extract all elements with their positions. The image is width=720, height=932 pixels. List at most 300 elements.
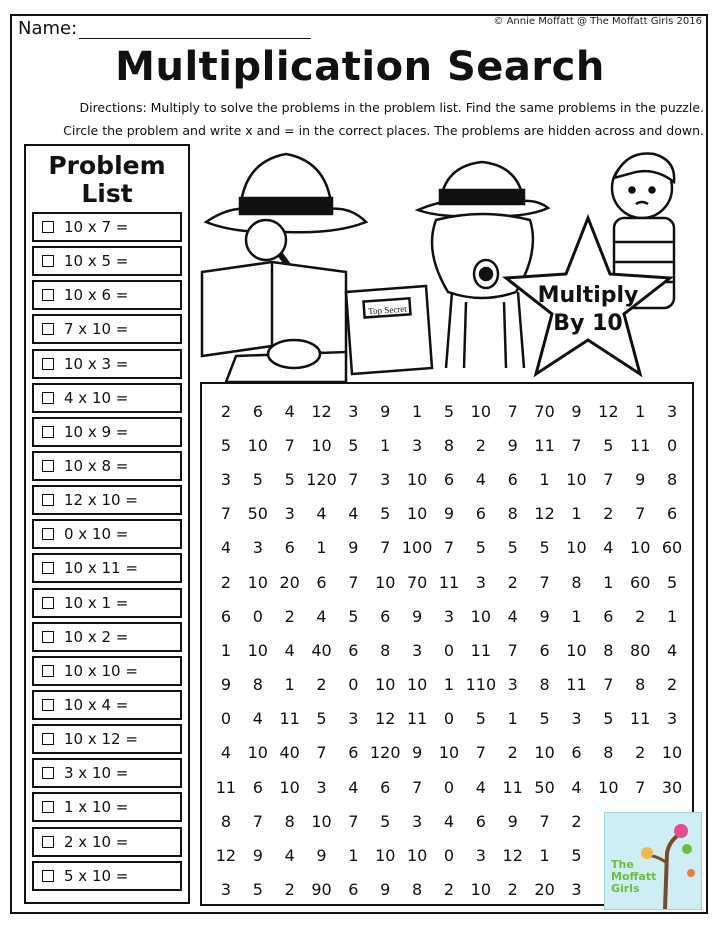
puzzle-cell[interactable]: 9: [380, 880, 391, 900]
problem-list-title-line-1: Problem: [48, 151, 166, 180]
problem-list-item: [32, 280, 182, 310]
puzzle-cell[interactable]: 6: [220, 606, 232, 626]
logo-text: [611, 859, 656, 895]
problem-text: 3 x 10 =: [64, 764, 129, 783]
puzzle-cell[interactable]: 1: [539, 846, 550, 866]
puzzle-cell[interactable]: 4: [475, 469, 486, 489]
puzzle-cell[interactable]: 6: [284, 538, 295, 558]
problem-text: 10 x 12 =: [64, 730, 138, 749]
puzzle-cell[interactable]: 3: [443, 606, 455, 626]
checkbox[interactable]: [42, 494, 54, 506]
puzzle-cell[interactable]: 9: [220, 675, 232, 695]
puzzle-cell[interactable]: 6: [316, 572, 327, 592]
puzzle-cell[interactable]: 4: [220, 743, 232, 763]
puzzle-cell[interactable]: 3: [507, 675, 518, 695]
checkbox[interactable]: [42, 631, 54, 643]
puzzle-cell[interactable]: 6: [571, 743, 582, 763]
puzzle-cell[interactable]: 0: [348, 675, 359, 695]
puzzle-cell[interactable]: 2: [507, 572, 518, 592]
puzzle-cell[interactable]: 3: [475, 846, 486, 866]
checkbox[interactable]: [42, 255, 54, 267]
puzzle-cell[interactable]: 9: [507, 811, 518, 831]
puzzle-cell[interactable]: 11: [630, 709, 651, 729]
problem-text: 2 x 10 =: [64, 832, 129, 851]
checkbox[interactable]: [42, 801, 54, 813]
puzzle-cell[interactable]: 12: [375, 709, 396, 729]
puzzle-cell[interactable]: 8: [507, 504, 518, 524]
puzzle-cell[interactable]: 12: [502, 846, 523, 866]
checkbox[interactable]: [42, 392, 54, 404]
puzzle-cell[interactable]: 5: [571, 846, 582, 866]
puzzle-cell[interactable]: 7: [348, 811, 359, 831]
puzzle-cell[interactable]: 6: [348, 640, 359, 660]
puzzle-cell[interactable]: 10: [311, 435, 332, 455]
puzzle-cell[interactable]: 11: [438, 572, 460, 592]
puzzle-cell[interactable]: 12: [311, 401, 332, 421]
puzzle-cell[interactable]: 11: [502, 777, 523, 797]
checkbox[interactable]: [42, 358, 54, 370]
name-field[interactable]: [18, 18, 311, 39]
logo-text-line-2: Moffatt: [611, 870, 657, 883]
puzzle-cell[interactable]: 5: [539, 709, 550, 729]
puzzle-cell[interactable]: 30: [661, 777, 683, 797]
puzzle-cell[interactable]: 6: [475, 504, 486, 524]
problem-list-item: [32, 485, 182, 515]
checkbox[interactable]: [42, 221, 54, 233]
problem-list-item: [32, 553, 182, 583]
checkbox[interactable]: [42, 733, 54, 745]
puzzle-cell[interactable]: 7: [316, 743, 327, 763]
puzzle-cell[interactable]: 10: [375, 675, 396, 695]
puzzle-cell[interactable]: 5: [380, 504, 391, 524]
puzzle-cell[interactable]: 6: [348, 743, 359, 763]
puzzle-cell[interactable]: 7: [348, 469, 359, 489]
puzzle-cell[interactable]: 8: [443, 435, 455, 455]
puzzle-cell[interactable]: 5: [443, 401, 455, 421]
puzzle-cell[interactable]: 7: [507, 640, 518, 660]
puzzle-cell[interactable]: 2: [635, 606, 646, 626]
puzzle-cell[interactable]: 2: [284, 606, 295, 626]
puzzle-cell[interactable]: 3: [220, 880, 232, 900]
puzzle-cell[interactable]: 10: [406, 846, 428, 866]
puzzle-cell[interactable]: 5: [475, 538, 486, 558]
detective-girl-figure: [202, 154, 366, 382]
problem-text: 7 x 10 =: [64, 320, 129, 339]
puzzle-cell[interactable]: 2: [571, 811, 582, 831]
problem-text: 10 x 1 =: [64, 593, 129, 612]
puzzle-cell[interactable]: 7: [252, 811, 263, 831]
puzzle-cell[interactable]: 70: [406, 572, 428, 592]
puzzle-cell[interactable]: 10: [470, 880, 492, 900]
puzzle-cell[interactable]: 120: [369, 743, 401, 763]
puzzle-cell[interactable]: 5: [603, 709, 614, 729]
puzzle-cell[interactable]: 10: [566, 640, 587, 660]
puzzle-cell[interactable]: 0: [443, 640, 455, 660]
puzzle-cell[interactable]: 20: [279, 572, 300, 592]
puzzle-cell[interactable]: 10: [566, 538, 587, 558]
problem-list-item: [32, 656, 182, 686]
puzzle-cell[interactable]: 5: [666, 572, 678, 592]
puzzle-cell[interactable]: 3: [252, 538, 263, 558]
problem-list-item: [32, 690, 182, 720]
puzzle-cell[interactable]: 2: [507, 743, 518, 763]
puzzle-cell[interactable]: 12: [534, 504, 555, 524]
puzzle-cell[interactable]: 4: [507, 606, 518, 626]
puzzle-cell[interactable]: 6: [539, 640, 550, 660]
puzzle-cell[interactable]: 7: [635, 777, 646, 797]
puzzle-cell[interactable]: 6: [666, 504, 678, 524]
copyright-text: © Annie Moffatt @ The Moffatt Girls 2016: [493, 16, 702, 27]
problem-list-item: [32, 349, 182, 379]
problem-text: 10 x 7 =: [64, 218, 129, 236]
puzzle-cell[interactable]: 10: [661, 743, 683, 763]
puzzle-cell[interactable]: 11: [406, 709, 428, 729]
puzzle-cell[interactable]: 40: [311, 640, 332, 660]
puzzle-cell[interactable]: 9: [412, 606, 423, 626]
puzzle-cell[interactable]: 5: [252, 880, 263, 900]
puzzle-cell[interactable]: 3: [348, 401, 359, 421]
puzzle-cell[interactable]: 10: [566, 469, 587, 489]
puzzle-cell[interactable]: 3: [220, 469, 232, 489]
puzzle-cell[interactable]: 10: [375, 846, 396, 866]
puzzle-cell[interactable]: 7: [380, 538, 391, 558]
puzzle-cell[interactable]: 8: [284, 811, 295, 831]
puzzle-cell[interactable]: 7: [507, 401, 518, 421]
puzzle-cell[interactable]: 0: [443, 709, 455, 729]
puzzle-cell[interactable]: 6: [252, 777, 263, 797]
puzzle-cell[interactable]: 1: [316, 538, 327, 558]
puzzle-cell[interactable]: 1: [412, 401, 423, 421]
puzzle-cell[interactable]: 7: [635, 504, 646, 524]
puzzle-cell[interactable]: 5: [603, 435, 614, 455]
puzzle-cell[interactable]: 120: [306, 469, 337, 489]
puzzle-cell[interactable]: 0: [220, 709, 232, 729]
puzzle-cell[interactable]: 12: [598, 401, 619, 421]
checkbox[interactable]: [42, 460, 54, 472]
problem-list-item: [32, 758, 182, 788]
puzzle-cell[interactable]: 4: [316, 504, 327, 524]
puzzle-cell[interactable]: 1: [348, 846, 359, 866]
puzzle-cell[interactable]: 2: [220, 572, 232, 592]
puzzle-cell[interactable]: 8: [220, 811, 232, 831]
problem-list-item: [32, 724, 182, 754]
moffatt-girls-logo: [604, 812, 702, 910]
puzzle-cell[interactable]: 3: [666, 709, 678, 729]
puzzle-cell[interactable]: 8: [252, 675, 263, 695]
puzzle-cell[interactable]: 20: [534, 880, 555, 900]
puzzle-cell[interactable]: 7: [220, 504, 232, 524]
problem-list-item: [32, 314, 182, 344]
problem-text: 10 x 9 =: [64, 422, 129, 441]
puzzle-cell[interactable]: 10: [406, 504, 428, 524]
checkbox[interactable]: [42, 289, 54, 301]
puzzle-cell[interactable]: 10: [630, 538, 651, 558]
puzzle-cell[interactable]: 2: [603, 504, 614, 524]
puzzle-cell[interactable]: 2: [443, 880, 455, 900]
puzzle-cell[interactable]: 50: [247, 504, 268, 524]
detective-illustration: [196, 142, 700, 388]
name-blank-line[interactable]: [79, 22, 311, 39]
puzzle-cell[interactable]: 5: [316, 709, 327, 729]
puzzle-cell[interactable]: 6: [475, 811, 486, 831]
top-secret-folder: [346, 286, 432, 374]
problem-list-item: [32, 588, 182, 618]
problem-list-title-line-2: List: [81, 179, 133, 208]
star-line-2: By 10: [553, 311, 623, 336]
problem-list-item: [32, 383, 182, 413]
puzzle-cell[interactable]: 60: [630, 572, 651, 592]
puzzle-cell[interactable]: 3: [475, 572, 486, 592]
checkbox[interactable]: [42, 699, 54, 711]
puzzle-cell[interactable]: 4: [220, 538, 232, 558]
puzzle-cell[interactable]: 110: [465, 675, 497, 695]
puzzle-cell[interactable]: 7: [443, 538, 455, 558]
puzzle-cell[interactable]: 8: [571, 572, 582, 592]
puzzle-cell[interactable]: 0: [252, 606, 263, 626]
puzzle-cell[interactable]: 3: [412, 640, 423, 660]
puzzle-cell[interactable]: 10: [534, 743, 555, 763]
problem-list-panel: [24, 144, 190, 904]
checkbox[interactable]: [42, 562, 54, 574]
puzzle-cell[interactable]: 1: [220, 640, 232, 660]
puzzle-cell[interactable]: 4: [284, 846, 295, 866]
puzzle-cell[interactable]: 5: [348, 435, 359, 455]
puzzle-cell[interactable]: 10: [438, 743, 460, 763]
puzzle-cell[interactable]: 11: [534, 435, 555, 455]
puzzle-cell[interactable]: 7: [475, 743, 486, 763]
puzzle-cell[interactable]: 50: [534, 777, 555, 797]
puzzle-cell[interactable]: 10: [406, 675, 428, 695]
puzzle-cell[interactable]: 8: [380, 640, 391, 660]
puzzle-cell[interactable]: 9: [412, 743, 423, 763]
puzzle-cell[interactable]: 3: [571, 709, 582, 729]
problem-list-items: [32, 212, 182, 895]
checkbox[interactable]: [42, 767, 54, 779]
page-title: Multiplication Search: [115, 44, 605, 90]
puzzle-cell[interactable]: 1: [443, 675, 455, 695]
puzzle-cell[interactable]: 9: [539, 606, 550, 626]
puzzle-cell[interactable]: 7: [571, 435, 582, 455]
folder-label: Top Secret: [367, 303, 408, 317]
puzzle-cell[interactable]: 2: [635, 743, 646, 763]
puzzle-cell[interactable]: 11: [470, 640, 492, 660]
puzzle-cell[interactable]: 70: [534, 401, 555, 421]
problem-text: 12 x 10 =: [64, 491, 138, 510]
puzzle-cell[interactable]: 9: [348, 538, 359, 558]
puzzle-cell[interactable]: 7: [348, 572, 359, 592]
problem-text: 4 x 10 =: [64, 388, 129, 407]
puzzle-cell[interactable]: 8: [666, 469, 678, 489]
problem-list-item: [32, 827, 182, 857]
puzzle-cell[interactable]: 1: [284, 675, 295, 695]
problem-text: 10 x 2 =: [64, 627, 129, 646]
problem-text: 5 x 10 =: [64, 866, 129, 885]
puzzle-cell[interactable]: 5: [284, 469, 295, 489]
puzzle-cell[interactable]: 10: [247, 435, 268, 455]
puzzle-cell[interactable]: 0: [443, 846, 455, 866]
logo-text-line-1: The: [611, 858, 634, 871]
puzzle-cell[interactable]: 1: [666, 606, 678, 626]
puzzle-cell[interactable]: 3: [412, 811, 423, 831]
problem-text: 1 x 10 =: [64, 798, 129, 817]
puzzle-cell[interactable]: 9: [380, 401, 391, 421]
puzzle-cell[interactable]: 7: [284, 435, 295, 455]
puzzle-cell[interactable]: 11: [630, 435, 651, 455]
puzzle-cell[interactable]: 10: [375, 572, 396, 592]
puzzle-cell[interactable]: 2: [316, 675, 327, 695]
puzzle-cell[interactable]: 7: [539, 572, 550, 592]
checkbox[interactable]: [42, 597, 54, 609]
puzzle-cell[interactable]: 10: [598, 777, 619, 797]
puzzle-cell[interactable]: 10: [247, 743, 268, 763]
puzzle-cell[interactable]: 5: [348, 606, 359, 626]
puzzle-cell[interactable]: 9: [316, 846, 327, 866]
puzzle-cell[interactable]: 8: [635, 675, 646, 695]
puzzle-cell[interactable]: 3: [380, 469, 391, 489]
puzzle-cell[interactable]: 4: [571, 777, 582, 797]
puzzle-cell[interactable]: 3: [284, 504, 295, 524]
problem-text: 10 x 4 =: [64, 695, 129, 714]
puzzle-cell[interactable]: 4: [348, 504, 359, 524]
problem-list-item: [32, 519, 182, 549]
directions: [30, 96, 704, 142]
puzzle-cell[interactable]: 8: [539, 675, 550, 695]
puzzle-cell[interactable]: 10: [279, 777, 300, 797]
problem-list-item: [32, 792, 182, 822]
puzzle-cell[interactable]: 9: [507, 435, 518, 455]
puzzle-cell[interactable]: 6: [603, 606, 614, 626]
puzzle-cell[interactable]: 1: [603, 572, 614, 592]
problem-list-item: [32, 861, 182, 891]
puzzle-cell[interactable]: 2: [507, 880, 518, 900]
puzzle-cell[interactable]: 6: [380, 777, 391, 797]
puzzle-cell[interactable]: 9: [252, 846, 263, 866]
puzzle-cell[interactable]: 3: [348, 709, 359, 729]
puzzle-cell[interactable]: 7: [412, 777, 423, 797]
puzzle-cell[interactable]: 4: [443, 811, 455, 831]
puzzle-cell[interactable]: 5: [507, 538, 518, 558]
puzzle-cell[interactable]: 4: [284, 401, 295, 421]
star-line-1: Multiply: [537, 283, 639, 308]
puzzle-cell[interactable]: 6: [443, 469, 455, 489]
puzzle-cell[interactable]: 1: [539, 469, 550, 489]
puzzle-cell[interactable]: 11: [279, 709, 300, 729]
puzzle-cell[interactable]: 5: [252, 469, 263, 489]
problem-list-title: [26, 152, 188, 208]
puzzle-cell[interactable]: 10: [470, 606, 492, 626]
problem-text: 10 x 11 =: [64, 559, 138, 578]
puzzle-cell[interactable]: 5: [220, 435, 232, 455]
puzzle-cell[interactable]: 5: [539, 538, 550, 558]
checkbox[interactable]: [42, 528, 54, 540]
puzzle-cell[interactable]: 2: [220, 401, 232, 421]
problem-text: 10 x 5 =: [64, 252, 129, 271]
puzzle-cell[interactable]: 90: [311, 880, 332, 900]
puzzle-cell[interactable]: 4: [475, 777, 486, 797]
puzzle-cell[interactable]: 3: [666, 401, 678, 421]
puzzle-cell[interactable]: 9: [571, 401, 582, 421]
problem-text: 10 x 6 =: [64, 286, 129, 305]
puzzle-cell[interactable]: 0: [443, 777, 455, 797]
puzzle-cell[interactable]: 6: [348, 880, 359, 900]
puzzle-cell[interactable]: 4: [666, 640, 678, 660]
puzzle-cell[interactable]: 8: [412, 880, 423, 900]
puzzle-cell[interactable]: 11: [215, 777, 237, 797]
puzzle-cell[interactable]: 60: [661, 538, 683, 558]
puzzle-cell[interactable]: 4: [316, 606, 327, 626]
puzzle-cell[interactable]: 10: [470, 401, 492, 421]
puzzle-cell[interactable]: 7: [603, 675, 614, 695]
puzzle-cell[interactable]: 3: [571, 880, 582, 900]
problem-list-item: [32, 246, 182, 276]
problem-list-item: [32, 622, 182, 652]
puzzle-cell[interactable]: 4: [284, 640, 295, 660]
puzzle-cell[interactable]: 10: [311, 811, 332, 831]
directions-line-2: Circle the problem and write x and = in the correct places. The problems are hidden across and down.: [63, 123, 704, 138]
puzzle-cell[interactable]: 1: [571, 606, 582, 626]
checkbox[interactable]: [42, 665, 54, 677]
detective-dog-figure: [418, 162, 548, 368]
name-label: Name:: [18, 18, 78, 39]
puzzle-cell[interactable]: 4: [252, 709, 263, 729]
puzzle-cell[interactable]: 5: [475, 709, 486, 729]
checkbox[interactable]: [42, 323, 54, 335]
puzzle-cell[interactable]: 12: [215, 846, 237, 866]
puzzle-cell[interactable]: 2: [475, 435, 486, 455]
puzzle-cell[interactable]: 1: [507, 709, 518, 729]
puzzle-cell[interactable]: 4: [603, 538, 614, 558]
puzzle-cell[interactable]: 6: [380, 606, 391, 626]
puzzle-cell[interactable]: 1: [571, 504, 582, 524]
puzzle-cell[interactable]: 4: [348, 777, 359, 797]
puzzle-cell[interactable]: 100: [401, 538, 433, 558]
puzzle-cell[interactable]: 10: [247, 572, 268, 592]
puzzle-cell[interactable]: 3: [316, 777, 327, 797]
puzzle-cell[interactable]: 0: [666, 435, 678, 455]
checkbox[interactable]: [42, 836, 54, 848]
problem-text: 10 x 8 =: [64, 456, 129, 475]
puzzle-cell[interactable]: 8: [603, 640, 614, 660]
puzzle-cell[interactable]: 8: [603, 743, 614, 763]
puzzle-cell[interactable]: 3: [412, 435, 423, 455]
puzzle-cell[interactable]: 6: [507, 469, 518, 489]
problem-list-item: [32, 417, 182, 447]
puzzle-cell[interactable]: 7: [539, 811, 550, 831]
puzzle-cell[interactable]: 9: [443, 504, 455, 524]
puzzle-cell[interactable]: 6: [252, 401, 263, 421]
puzzle-cell[interactable]: 5: [380, 811, 391, 831]
puzzle-cell[interactable]: 11: [566, 675, 587, 695]
puzzle-cell[interactable]: 2: [284, 880, 295, 900]
problem-text: 10 x 3 =: [64, 354, 129, 373]
puzzle-cell[interactable]: 1: [635, 401, 646, 421]
problem-list-item: [32, 451, 182, 481]
checkbox[interactable]: [42, 426, 54, 438]
puzzle-cell[interactable]: 2: [666, 675, 678, 695]
puzzle-cell[interactable]: 40: [279, 743, 300, 763]
puzzle-cell[interactable]: 10: [247, 640, 268, 660]
puzzle-cell[interactable]: 1: [380, 435, 391, 455]
problem-text: 10 x 10 =: [64, 661, 138, 680]
puzzle-cell[interactable]: 80: [630, 640, 651, 660]
checkbox[interactable]: [42, 870, 54, 882]
problem-text: 0 x 10 =: [64, 525, 129, 544]
puzzle-cell[interactable]: 10: [406, 469, 428, 489]
puzzle-cell[interactable]: 9: [635, 469, 646, 489]
problem-list-item: [32, 212, 182, 242]
puzzle-cell[interactable]: 7: [603, 469, 614, 489]
directions-line-1: Directions: Multiply to solve the problems in the problem list. Find the same problems in the puzzle.: [79, 100, 704, 115]
